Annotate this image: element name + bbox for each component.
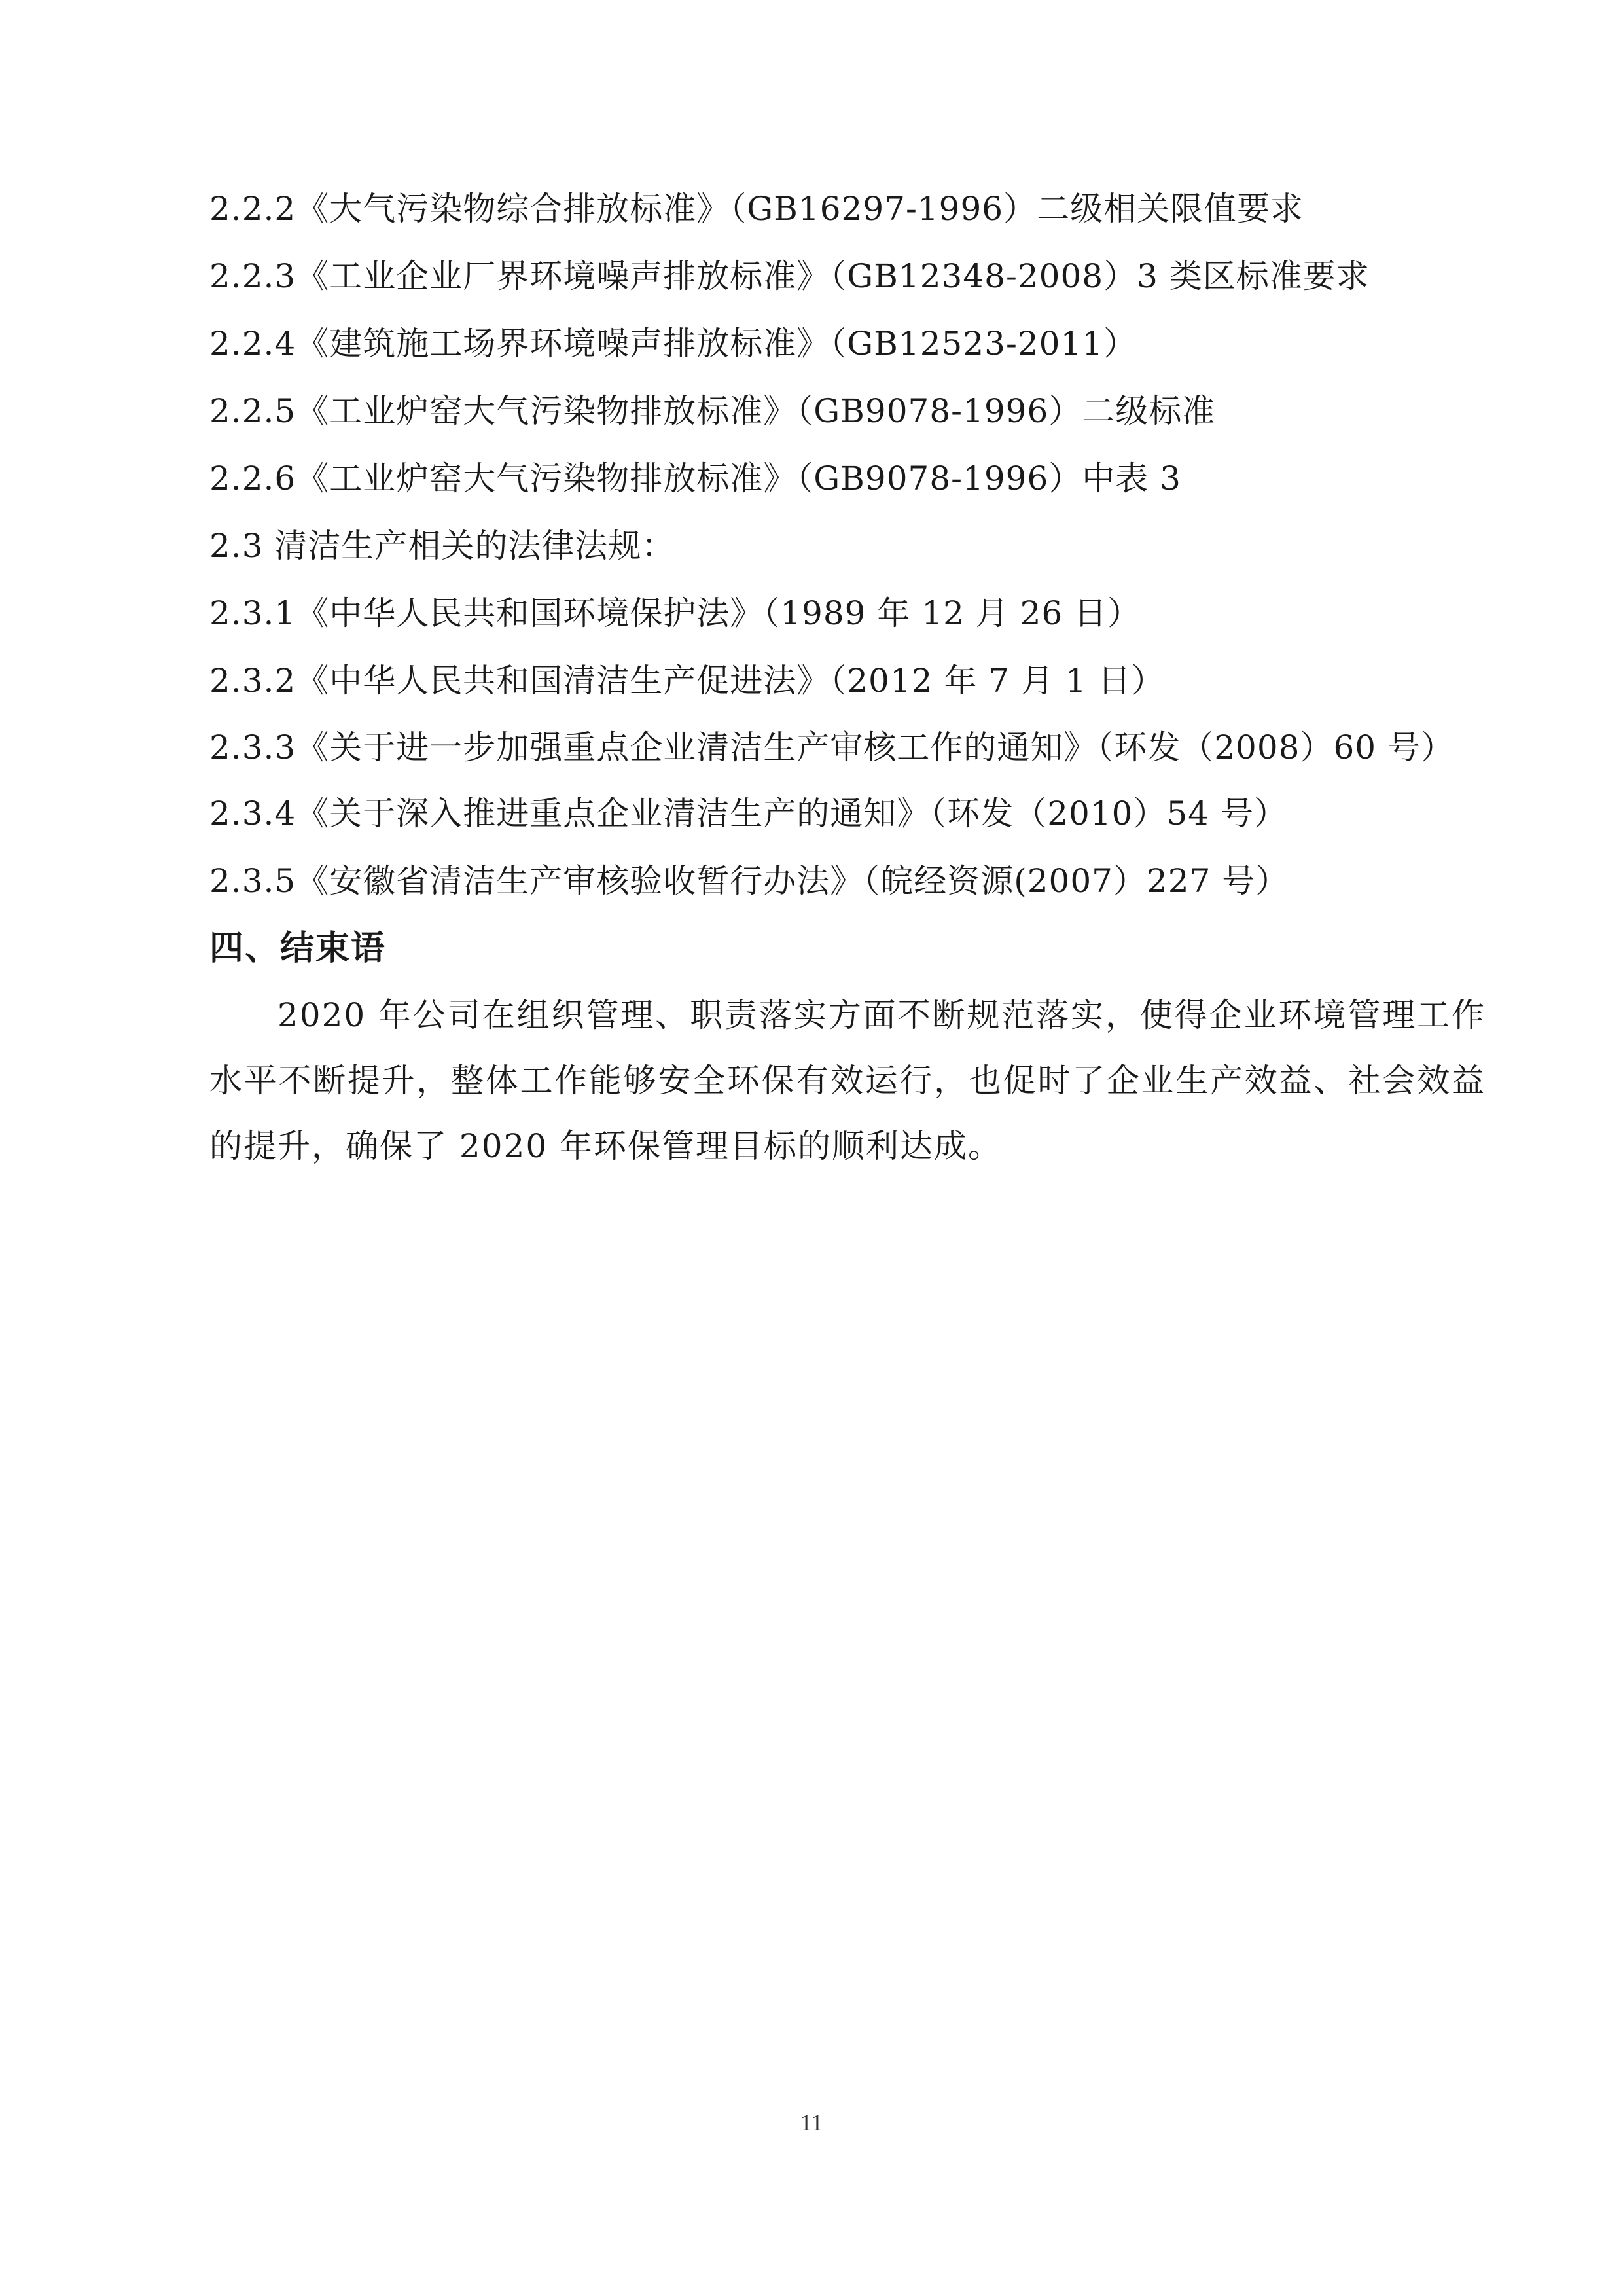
standard-line-2-2-5: 2.2.5《工业炉窑大气污染物排放标准》（GB9078-1996）二级标准	[209, 392, 1216, 430]
section-heading-conclusion: 四、结束语	[209, 929, 387, 968]
standard-line-2-2-3: 2.2.3《工业企业厂界环境噪声排放标准》（GB12348-2008）3 类区标准要求	[209, 257, 1370, 295]
law-line-2-3-1: 2.3.1《中华人民共和国环境保护法》（1989 年 12 月 26 日）	[209, 594, 1141, 632]
standard-line-2-2-4: 2.2.4《建筑施工场界环境噪声排放标准》（GB12523-2011）	[209, 325, 1137, 363]
page-number: 11	[800, 2109, 823, 2136]
document-body	[209, 175, 1492, 1179]
law-line-2-3-2: 2.3.2《中华人民共和国清洁生产促进法》（2012 年 7 月 1 日）	[209, 662, 1165, 700]
closing-paragraph: 2020 年公司在组织管理、职责落实方面不断规范落实，使得企业环境管理工作水平不断提升，整体工作能够安全环保有效运行，也促时了企业生产效益、社会效益的提升，确保了 2020 年环保管理目标的顺利达成。	[209, 996, 1486, 1165]
subsection-title-2-3: 2.3 清洁生产相关的法律法规：	[209, 527, 675, 565]
law-line-2-3-3: 2.3.3《关于进一步加强重点企业清洁生产审核工作的通知》（环发（2008）60 号）	[209, 728, 1454, 766]
law-line-2-3-5: 2.3.5《安徽省清洁生产审核验收暂行办法》（皖经资源(2007）227 号）	[209, 862, 1289, 900]
standard-line-2-2-6: 2.2.6《工业炉窑大气污染物排放标准》（GB9078-1996）中表 3	[209, 459, 1181, 497]
law-line-2-3-4: 2.3.4《关于深入推进重点企业清洁生产的通知》（环发（2010）54 号）	[209, 795, 1287, 833]
standard-line-2-2-2: 2.2.2《大气污染物综合排放标准》（GB16297-1996）二级相关限值要求	[209, 190, 1304, 228]
